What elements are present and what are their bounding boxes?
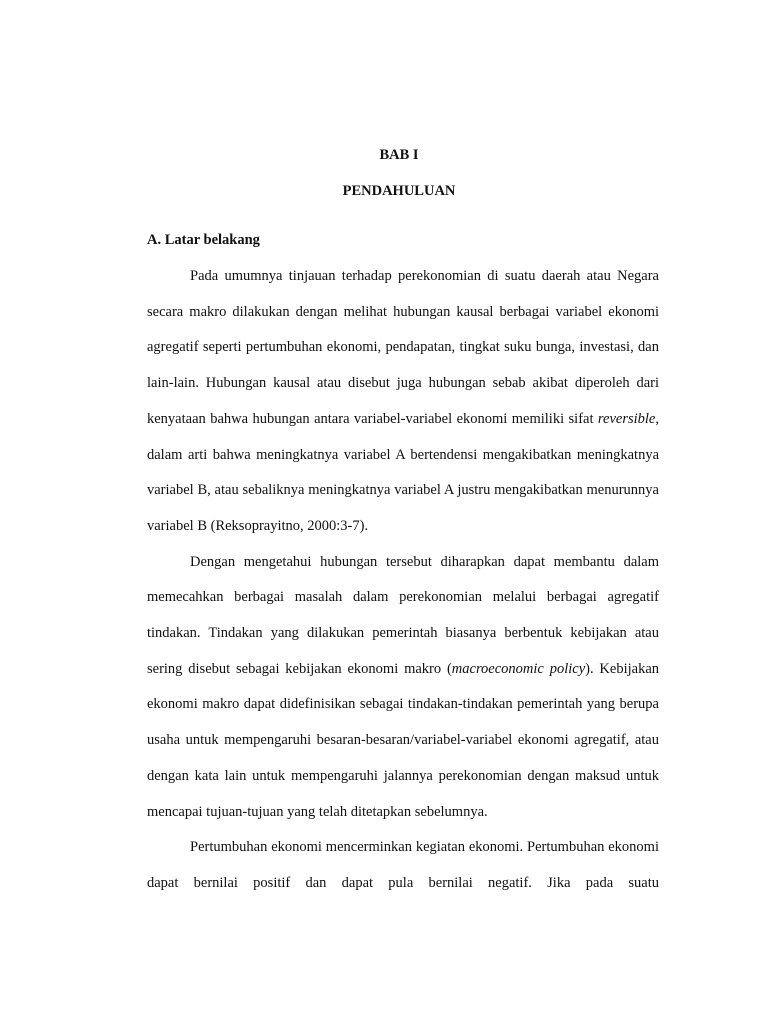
- paragraph-1-italic-term: reversible: [597, 410, 656, 427]
- paragraph-2-text-a: Dengan mengetahui hubungan tersebut diharapkan dapat membantu dalam memecahkan berbagai masalah dalam perekonomian melalui berbagai agregatif tindakan. Tindakan yang dilakukan pemerintah biasanya berbentuk kebijakan atau sering disebut sebagai kebijakan ekonomi makro (: [147, 553, 659, 677]
- section-heading: A. Latar belakang: [147, 232, 260, 248]
- paragraph-2: [147, 545, 659, 831]
- chapter-number: BAB I: [379, 147, 419, 163]
- paragraph-2-italic-term: macroeconomic policy: [451, 660, 586, 677]
- paragraph-2-text-b: ). Kebijakan ekonomi makro dapat didefinisikan sebagai tindakan-tindakan pemerintah yang berupa usaha untuk mempengaruhi besaran-besaran/variabel-variabel ekonomi agregatif, atau dengan kata lain untuk mempengaruhi jalannya perekonomian dengan maksud untuk mencapai tujuan-tujuan yang telah ditetapkan sebelumnya.: [147, 660, 660, 820]
- paragraph-3: Pertumbuhan ekonomi mencerminkan kegiatan ekonomi. Pertumbuhan ekonomi dapat bernilai positif dan dapat pula bernilai negatif. Jika pada suatu: [147, 839, 659, 891]
- paragraph-1-text-b: , dalam arti bahwa meningkatnya variabel A bertendensi mengakibatkan meningkatnya variabel B, atau sebaliknya meningkatnya variabel A justru mengakibatkan menurunnya variabel B (Reksoprayitno, 2000:3-7).: [147, 410, 659, 534]
- paragraph-1: [147, 259, 659, 545]
- paragraph-1-text-a: Pada umumnya tinjauan terhadap perekonomian di suatu daerah atau Negara secara makro dilakukan dengan melihat hubungan kausal berbagai variabel ekonomi agregatif seperti pertumbuhan ekonomi, pendapatan, tingkat suku bunga, investasi, dan lain-lain. Hubungan kausal atau disebut juga hubungan sebab akibat diperoleh dari kenyataan bahwa hubungan antara variabel-variabel ekonomi memiliki sifat: [147, 268, 659, 427]
- chapter-title: PENDAHULUAN: [342, 183, 456, 199]
- body-text: [147, 259, 659, 902]
